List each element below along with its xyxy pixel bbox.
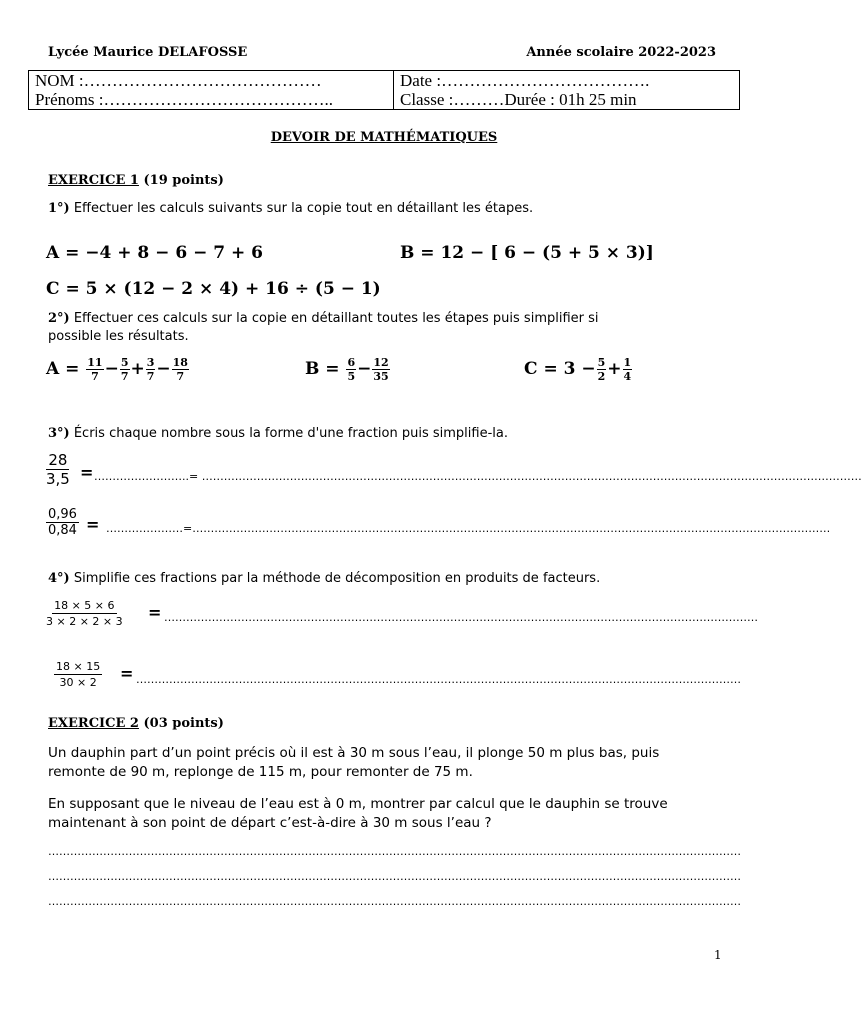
expression-name: A = xyxy=(46,359,86,379)
fraction-numerator: 11 xyxy=(87,356,103,369)
fraction-denominator: 0,84 xyxy=(48,523,77,538)
fraction-denominator: 30 × 2 xyxy=(59,676,97,689)
operator: − xyxy=(357,359,372,379)
answer-line: …………………=………………………………………………………………………………………………………………………………………………………… xyxy=(106,522,831,535)
exercise-2-label: EXERCICE 2 xyxy=(48,716,139,731)
fraction-numerator: 1 xyxy=(623,356,632,369)
fraction-denominator: 3 × 2 × 2 × 3 xyxy=(46,615,123,628)
fraction xyxy=(623,356,633,383)
question-1 xyxy=(48,201,533,216)
operator: − xyxy=(156,359,171,379)
expression-name: C = 3 xyxy=(524,359,582,379)
fraction-denominator: 4 xyxy=(623,370,632,383)
page-number: 1 xyxy=(714,948,722,962)
exercise-1-label: EXERCICE 1 xyxy=(48,173,139,188)
fraction xyxy=(597,356,607,383)
exercise-2-points: (03 points) xyxy=(143,716,224,731)
question-1-number: 1°) xyxy=(48,201,70,216)
fraction-numerator: 28 xyxy=(48,451,68,469)
operator: + xyxy=(130,359,145,379)
expression-c-2 xyxy=(524,356,633,383)
question-2-text: Effectuer ces calculs sur la copie en détaillant toutes les étapes puis simplifier si xyxy=(73,311,599,326)
question-4 xyxy=(48,571,600,586)
school-name: Lycée Maurice DELAFOSSE xyxy=(48,45,248,60)
fraction-28-over-3-5 xyxy=(46,451,70,488)
fraction xyxy=(86,356,103,383)
equals-sign: = xyxy=(120,664,134,683)
fraction-numerator: 5 xyxy=(120,356,129,369)
expression-a-1: A = −4 + 8 − 6 − 7 + 6 xyxy=(46,243,263,263)
operator: − xyxy=(104,359,119,379)
fraction-numerator: 18 × 5 × 6 xyxy=(54,599,115,612)
answer-line: ……………………..= ……………………………………………………………………………………………………………………………………………………………… xyxy=(94,470,862,483)
student-info-table xyxy=(28,70,740,110)
equals-sign: = xyxy=(148,603,162,622)
fraction xyxy=(372,356,389,383)
classe-duree-field: Classe :………Durée : 01h 25 min xyxy=(400,90,637,109)
fraction-product-1 xyxy=(46,598,123,629)
expression-b-1: B = 12 − [ 6 − (5 + 5 × 3)] xyxy=(400,243,654,263)
question-1-text: Effectuer les calculs suivants sur la copie tout en détaillant les étapes. xyxy=(73,201,534,216)
expression-a-2 xyxy=(46,356,190,383)
fraction-denominator: 7 xyxy=(91,370,99,383)
fraction-denominator: 3,5 xyxy=(46,470,70,488)
question-4-text: Simplifie ces fractions par la méthode de décomposition en produits de facteurs. xyxy=(73,571,601,586)
fraction-numerator: 18 xyxy=(172,356,188,369)
fraction-numerator: 12 xyxy=(373,356,389,369)
fraction-denominator: 7 xyxy=(146,370,155,383)
answer-line: ……………………………………………………………………………………………………………………………………………………………………… xyxy=(48,895,741,908)
question-2-line-1 xyxy=(48,311,599,326)
fraction-numerator: 5 xyxy=(597,356,606,369)
operator: + xyxy=(607,359,622,379)
operator: − xyxy=(581,359,596,379)
fraction-numerator: 6 xyxy=(347,356,356,369)
fraction-denominator: 35 xyxy=(373,370,389,383)
fraction xyxy=(146,356,156,383)
equals-sign: = xyxy=(86,515,100,534)
question-2-line-2: possible les résultats. xyxy=(48,329,189,344)
date-cell xyxy=(394,71,740,110)
exercise-2-paragraph-1: Un dauphin part d’un point précis où il est à 30 m sous l’eau, il plonge 50 m plus bas, puis remonte de 90 m, replonge de 115 m, pour remonter de 75 m. xyxy=(48,745,660,780)
answer-line: ………………………………………………………………………………………………………………………………………………… xyxy=(136,673,741,686)
page-title: DEVOIR DE MATHÉMATIQUES xyxy=(270,130,498,145)
name-cell xyxy=(29,71,394,110)
fraction xyxy=(120,356,130,383)
fraction-numerator: 18 × 15 xyxy=(56,660,101,673)
fraction xyxy=(346,356,356,383)
exercise-1-heading xyxy=(48,173,224,188)
fraction-denominator: 7 xyxy=(176,370,185,383)
nom-field: NOM :…………………………………… xyxy=(35,71,322,90)
question-2-number: 2°) xyxy=(48,311,70,326)
equals-sign: = xyxy=(80,463,94,482)
answer-line: ……………………………………………………………………………………………………………………………………………………………………… xyxy=(48,845,741,858)
fraction-numerator: 3 xyxy=(146,356,155,369)
expression-c-1: C = 5 × (12 − 2 × 4) + 16 ÷ (5 − 1) xyxy=(46,279,381,299)
fraction xyxy=(172,356,189,383)
prenoms-field: Prénoms :………………………………….. xyxy=(35,90,333,109)
expression-b-2 xyxy=(305,356,391,383)
school-year: Année scolaire 2022-2023 xyxy=(526,45,716,60)
exercise-1-points: (19 points) xyxy=(143,173,224,188)
fraction-denominator: 7 xyxy=(120,370,129,383)
question-3-number: 3°) xyxy=(48,426,70,441)
date-field: Date :………………………………. xyxy=(400,71,650,90)
fraction-product-2 xyxy=(54,659,102,690)
answer-line: ……………………………………………………………………………………………………………………………………………… xyxy=(164,611,758,624)
question-4-number: 4°) xyxy=(48,571,70,586)
exercise-2-paragraph-2: En supposant que le niveau de l’eau est à 0 m, montrer par calcul que le dauphin se trouve maintenant à son point de départ c’est-à-dire à 30 m sous l’eau ? xyxy=(48,796,668,831)
expression-name: B = xyxy=(305,359,346,379)
fraction-denominator: 5 xyxy=(347,370,356,383)
fraction-numerator: 0,96 xyxy=(48,507,77,522)
exercise-2-heading xyxy=(48,716,224,731)
question-3-text: Écris chaque nombre sous la forme d'une fraction puis simplifie-la. xyxy=(73,426,508,441)
answer-line: ……………………………………………………………………………………………………………………………………………………………………… xyxy=(48,870,741,883)
question-3 xyxy=(48,426,508,441)
fraction-denominator: 2 xyxy=(597,370,606,383)
fraction-0-96-over-0-84 xyxy=(46,507,79,538)
